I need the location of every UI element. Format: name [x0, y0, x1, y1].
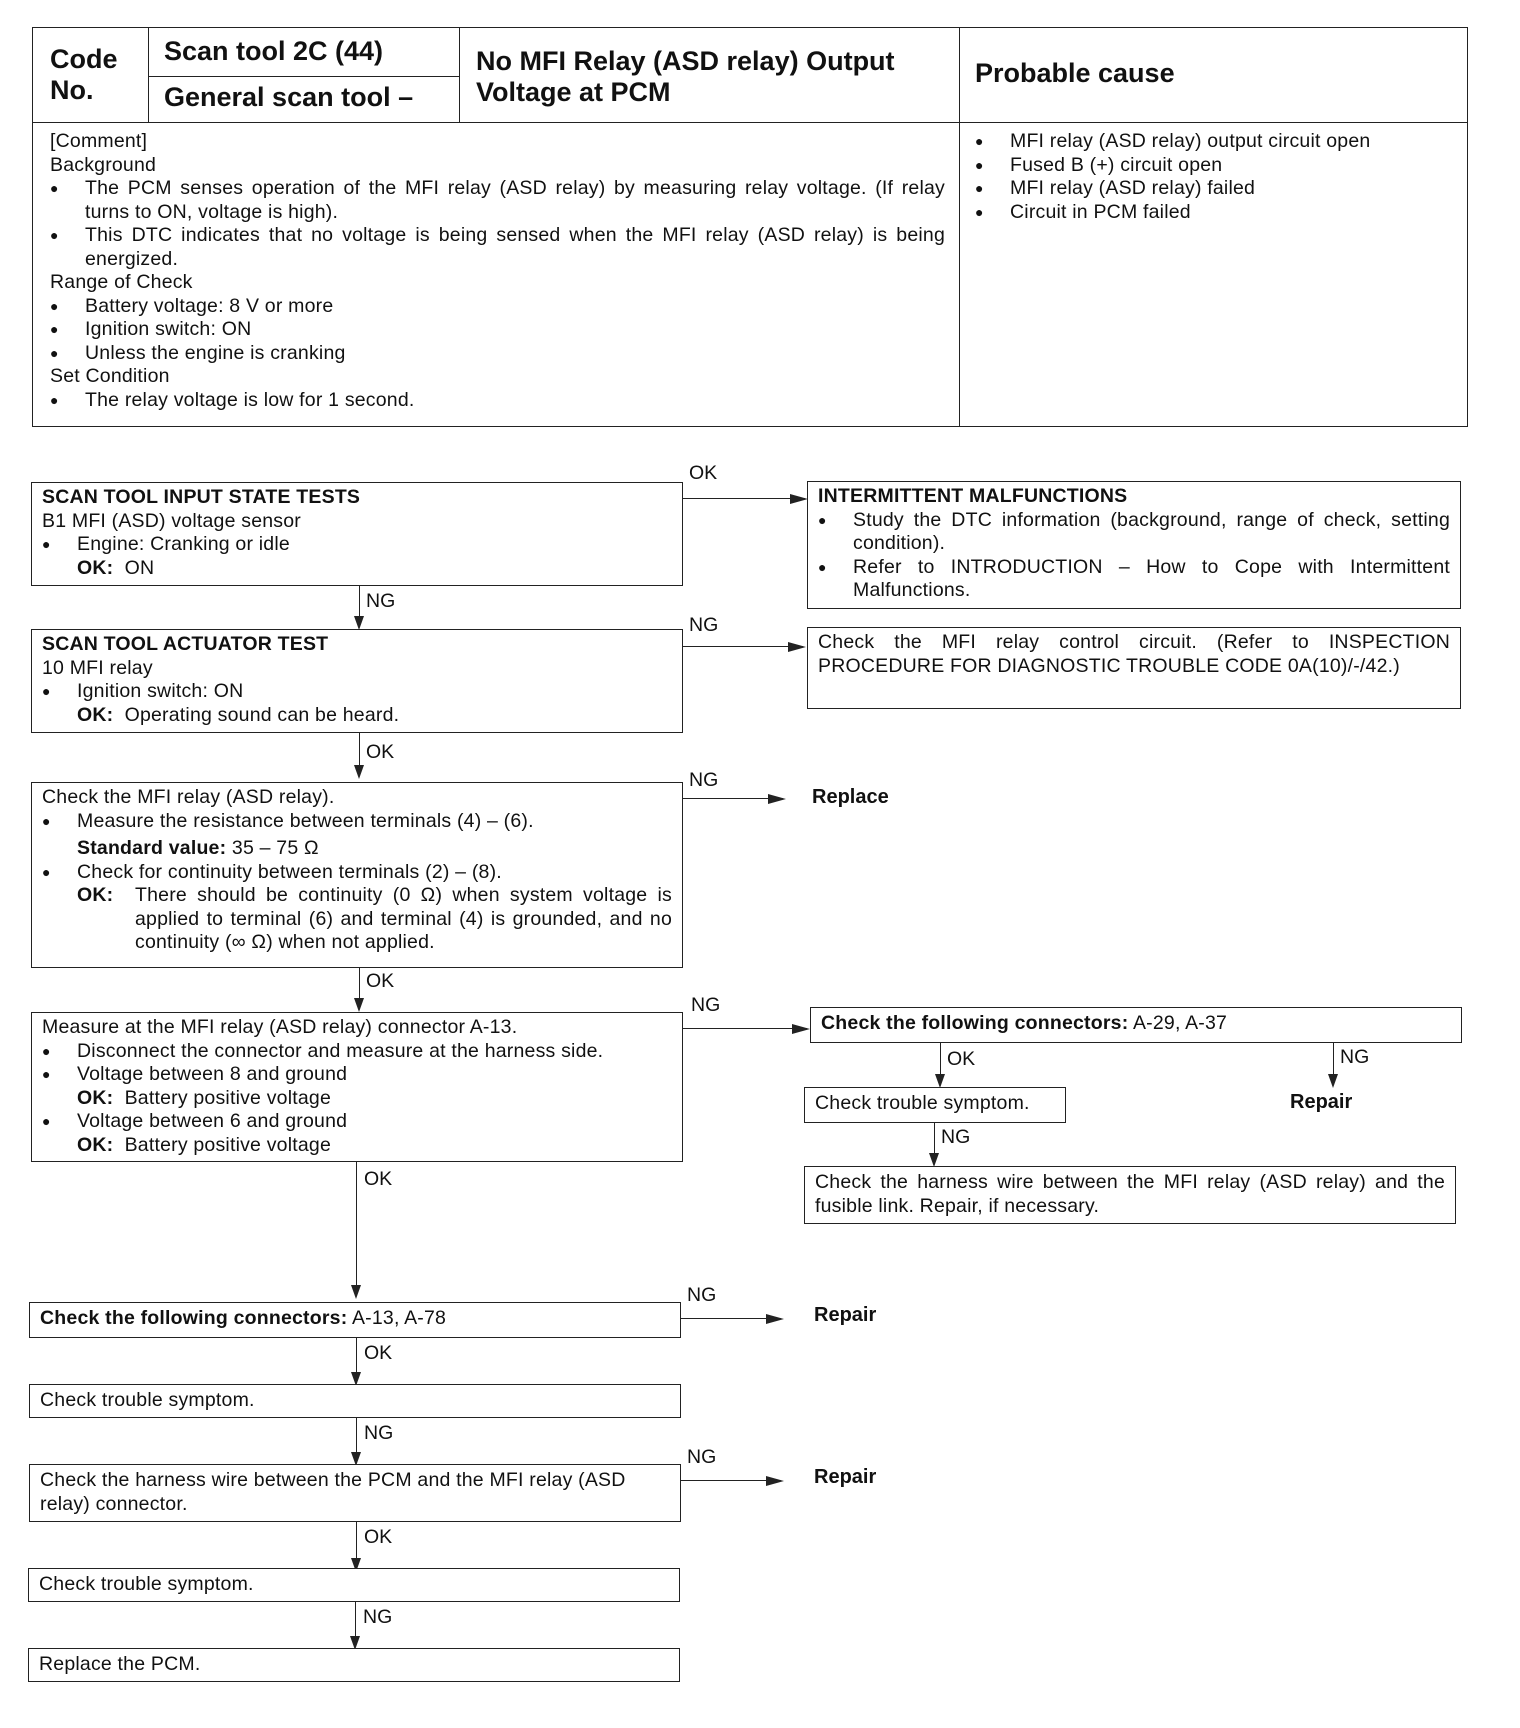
- cause-col-divider: [959, 27, 960, 427]
- branch-label-ok: OK: [364, 1526, 393, 1548]
- ok-criteria: [42, 704, 672, 728]
- connector-line: [683, 646, 803, 647]
- connectors-label: Check the following connectors:: [821, 1012, 1129, 1034]
- step-bullet: ● Voltage between 8 and ground: [42, 1063, 672, 1087]
- arrow-right-icon: [788, 642, 806, 652]
- range-item: ● Unless the engine is cranking: [50, 342, 945, 366]
- arrow-down-icon: [354, 998, 364, 1012]
- step-line: B1 MFI (ASD) voltage sensor: [42, 509, 301, 532]
- branch-label-ng: NG: [687, 1284, 717, 1306]
- scan-tool-code: Scan tool 2C (44): [164, 36, 384, 66]
- ok-value: There should be continuity (0 Ω) when system voltage is applied to terminal (6) and terminal (4) is grounded, and no continuity (∞ Ω) when not applied.: [135, 884, 672, 953]
- step-bullet: ● Check for continuity between terminals (2) – (8).: [42, 861, 672, 885]
- intermittent-item: ● Refer to INTRODUCTION – How to Cope with Intermittent Malfunctions.: [818, 556, 1450, 603]
- background-item: ● The PCM senses operation of the MFI relay (ASD relay) by measuring relay voltage. (If relay turns to ON, voltage is high).: [50, 177, 945, 224]
- probable-cause-list: [975, 130, 1455, 224]
- ok-label: OK:: [77, 703, 114, 726]
- intermittent-item: ● Study the DTC information (background, range of check, setting condition).: [818, 509, 1450, 556]
- arrow-right-icon: [766, 1314, 784, 1324]
- step-bullet: ● Engine: Cranking or idle: [42, 533, 672, 557]
- trouble-symptom-text: Check trouble symptom.: [39, 1573, 254, 1595]
- connector-line: [356, 1162, 357, 1292]
- standard-value-label: Standard value:: [77, 837, 227, 859]
- branch-label-ng: NG: [366, 590, 396, 612]
- ok-label: OK:: [77, 1086, 114, 1109]
- result-repair: Repair: [814, 1466, 877, 1488]
- step-title: Check the MFI relay (ASD relay).: [42, 786, 335, 808]
- ok-criteria: [42, 884, 672, 955]
- step-line: 10 MFI relay: [42, 656, 153, 679]
- code-label-line2: No.: [50, 75, 94, 105]
- ok-value: Battery positive voltage: [124, 1086, 332, 1109]
- arrow-down-icon: [1328, 1074, 1338, 1088]
- replace-pcm-box: [28, 1648, 680, 1682]
- ok-value: Operating sound can be heard.: [124, 703, 400, 726]
- step-bullet: ● Voltage between 6 and ground: [42, 1110, 672, 1134]
- step-title: Measure at the MFI relay (ASD relay) connector A-13.: [42, 1016, 518, 1038]
- branch-label-ng: NG: [364, 1422, 394, 1444]
- branch-label-ok: OK: [689, 462, 718, 484]
- check-connectors-a29-box: [810, 1007, 1462, 1043]
- harness-fusible-text: Check the harness wire between the MFI relay (ASD relay) and the fusible link. Repair, if necessary.: [815, 1171, 1445, 1217]
- step-check-mfi-relay: [31, 782, 683, 968]
- code-no-label: [50, 44, 145, 106]
- ok-criteria: [42, 1087, 672, 1111]
- step-bullet: ● Disconnect the connector and measure at the harness side.: [42, 1040, 672, 1064]
- arrow-down-icon: [935, 1074, 945, 1088]
- ok-criteria: [42, 557, 672, 581]
- step-title: SCAN TOOL INPUT STATE TESTS: [42, 486, 361, 508]
- scan-row-divider: [148, 76, 459, 77]
- result-replace: Replace: [812, 786, 889, 808]
- scan-col-divider: [459, 27, 460, 122]
- range-item: ● Battery voltage: 8 V or more: [50, 295, 945, 319]
- check-trouble-symptom: [29, 1384, 681, 1418]
- branch-label-ng: NG: [363, 1606, 393, 1628]
- connectors-label: Check the following connectors:: [40, 1307, 348, 1329]
- step-measure-connector: [31, 1012, 683, 1162]
- probable-cause-item: ● Circuit in PCM failed: [975, 201, 1455, 225]
- arrow-down-icon: [929, 1153, 939, 1167]
- check-harness-fusible-link: [804, 1166, 1456, 1224]
- connectors-value: A-13, A-78: [351, 1307, 447, 1329]
- intermittent-title: INTERMITTENT MALFUNCTIONS: [818, 485, 1128, 507]
- branch-label-ng: NG: [689, 614, 719, 636]
- branch-label-ok: OK: [366, 970, 395, 992]
- branch-label-ng: NG: [1340, 1046, 1370, 1068]
- harness-pcm-text: Check the harness wire between the PCM and the MFI relay (ASD relay) connector.: [40, 1469, 626, 1515]
- connectors-value: A-29, A-37: [1132, 1012, 1228, 1034]
- background-heading: Background: [50, 153, 157, 176]
- ok-criteria: [42, 1134, 672, 1158]
- ok-value: Battery positive voltage: [124, 1133, 332, 1156]
- step-actuator-test: [31, 629, 683, 733]
- result-repair: Repair: [814, 1304, 877, 1326]
- step-title: SCAN TOOL ACTUATOR TEST: [42, 633, 329, 655]
- code-col-divider: [148, 27, 149, 122]
- step-input-state-tests: [31, 482, 683, 586]
- control-circuit-box: [807, 627, 1461, 709]
- range-heading: Range of Check: [50, 271, 193, 293]
- branch-label-ng: NG: [687, 1446, 717, 1468]
- control-circuit-text: Check the MFI relay control circuit. (Refer to INSPECTION PROCEDURE FOR DIAGNOSTIC TROUBLE CODE 0A(10)/-/42.): [818, 631, 1450, 677]
- dtc-title: [476, 46, 895, 108]
- arrow-right-icon: [766, 1476, 784, 1486]
- branch-label-ok: OK: [364, 1168, 393, 1190]
- arrow-right-icon: [768, 794, 786, 804]
- arrow-down-icon: [351, 1285, 361, 1299]
- replace-pcm-text: Replace the PCM.: [39, 1653, 201, 1675]
- arrow-right-icon: [792, 1024, 810, 1034]
- step-bullet: ● Measure the resistance between terminals (4) – (6).: [42, 810, 672, 834]
- ok-label: OK:: [77, 884, 114, 906]
- branch-label-ok: OK: [364, 1342, 393, 1364]
- background-item: ● This DTC indicates that no voltage is being sensed when the MFI relay (ASD relay) is being energized.: [50, 224, 945, 271]
- comment-label: [Comment]: [50, 130, 148, 152]
- standard-value-text: 35 – 75 Ω: [231, 837, 319, 859]
- connector-line: [683, 1028, 807, 1029]
- result-repair: Repair: [1290, 1091, 1353, 1113]
- check-trouble-symptom: [28, 1568, 680, 1602]
- check-connectors-a13-box: [29, 1302, 681, 1338]
- check-trouble-symptom-right: [804, 1087, 1066, 1123]
- probable-cause-item: ● MFI relay (ASD relay) output circuit open: [975, 130, 1455, 154]
- check-harness-pcm: [29, 1464, 681, 1522]
- branch-label-ok: OK: [947, 1048, 976, 1070]
- intermittent-malfunctions-box: [807, 481, 1461, 609]
- dtc-title-line2: Voltage at PCM: [476, 77, 671, 107]
- probable-cause-item: ● Fused B (+) circuit open: [975, 154, 1455, 178]
- standard-value: [42, 837, 672, 861]
- comment-section: [50, 130, 945, 412]
- branch-label-ng: NG: [941, 1126, 971, 1148]
- probable-cause-heading: Probable cause: [975, 58, 1175, 88]
- trouble-symptom-text: Check trouble symptom.: [815, 1092, 1030, 1114]
- arrow-right-icon: [790, 494, 808, 504]
- arrow-down-icon: [354, 765, 364, 779]
- set-condition-item: ● The relay voltage is low for 1 second.: [50, 389, 945, 413]
- connector-line: [683, 498, 805, 499]
- trouble-symptom-text: Check trouble symptom.: [40, 1389, 255, 1411]
- dtc-title-line1: No MFI Relay (ASD relay) Output: [476, 46, 895, 76]
- range-item: ● Ignition switch: ON: [50, 318, 945, 342]
- general-scan-tool: General scan tool –: [164, 82, 414, 112]
- arrow-down-icon: [354, 616, 364, 630]
- header-divider: [32, 122, 1468, 123]
- branch-label-ng: NG: [691, 994, 721, 1016]
- branch-label-ng: NG: [689, 769, 719, 791]
- ok-value: ON: [124, 556, 155, 579]
- set-condition-heading: Set Condition: [50, 365, 170, 387]
- branch-label-ok: OK: [366, 741, 395, 763]
- code-label-line1: Code: [50, 44, 118, 74]
- probable-cause-item: ● MFI relay (ASD relay) failed: [975, 177, 1455, 201]
- ok-label: OK:: [77, 556, 114, 579]
- step-bullet: ● Ignition switch: ON: [42, 680, 672, 704]
- ok-label: OK:: [77, 1133, 114, 1156]
